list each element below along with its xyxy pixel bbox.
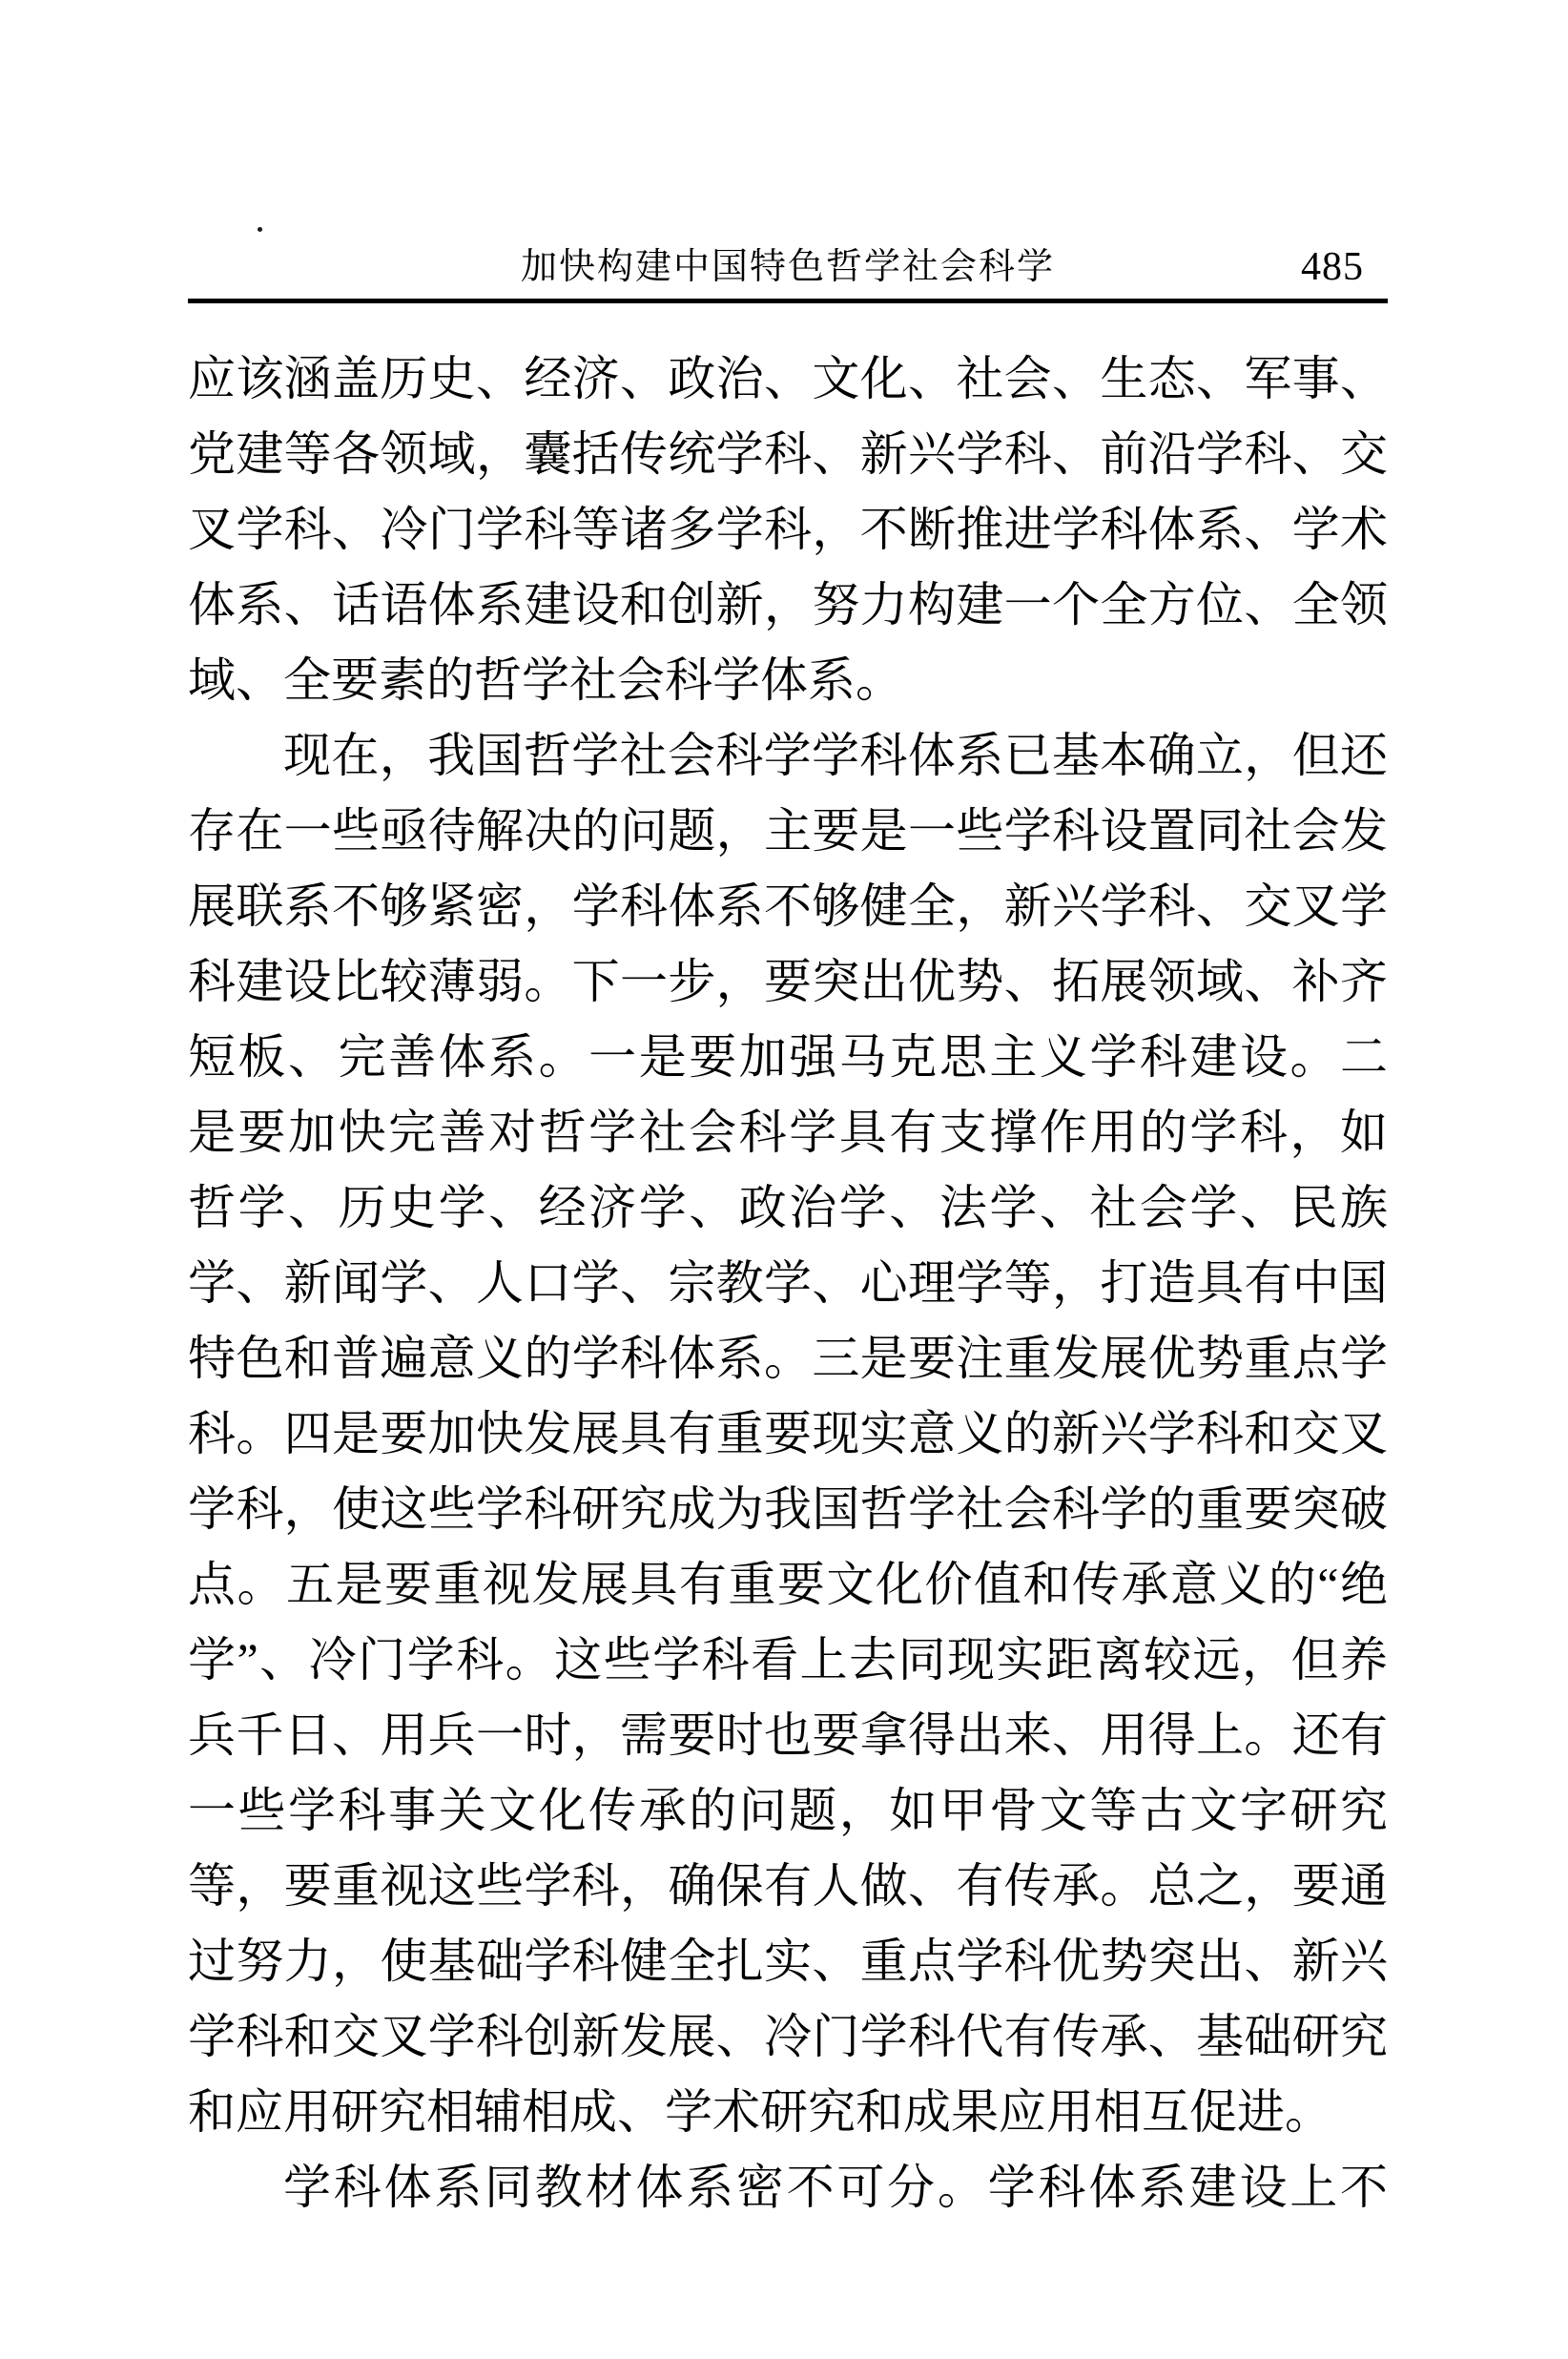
text-line: 学”、冷门学科。这些学科看上去同现实距离较远，但养 bbox=[188, 1633, 1388, 1686]
text-line: 域、全要素的哲学社会科学体系。 bbox=[188, 653, 903, 707]
text-line: 展联系不够紧密，学科体系不够健全，新兴学科、交叉学 bbox=[188, 879, 1388, 933]
text-line: 科建设比较薄弱。下一步，要突出优势、拓展领域、补齐 bbox=[188, 955, 1388, 1008]
running-header bbox=[188, 240, 1388, 294]
page-number: 485 bbox=[1301, 245, 1364, 289]
text-line: 是要加快完善对哲学社会科学具有支撑作用的学科，如 bbox=[188, 1106, 1388, 1159]
text-line: 和应用研究相辅相成、学术研究和成果应用相互促进。 bbox=[188, 2085, 1332, 2139]
body-text bbox=[188, 341, 1388, 2225]
text-line: 短板、完善体系。一是要加强马克思主义学科建设。二 bbox=[188, 1030, 1388, 1084]
text-line: 哲学、历史学、经济学、政治学、法学、社会学、民族 bbox=[188, 1181, 1388, 1234]
chapter-title: 加快构建中国特色哲学社会科学 bbox=[520, 247, 1055, 287]
text-line: 叉学科、冷门学科等诸多学科，不断推进学科体系、学术 bbox=[188, 503, 1388, 556]
header-rule bbox=[188, 299, 1388, 303]
text-line: 现在，我国哲学社会科学学科体系已基本确立，但还 bbox=[283, 729, 1388, 782]
text-line: 学科和交叉学科创新发展、冷门学科代有传承、基础研究 bbox=[188, 2010, 1388, 2063]
text-line: 学科体系同教材体系密不可分。学科体系建设上不 bbox=[283, 2161, 1388, 2214]
text-line: 学科，使这些学科研究成为我国哲学社会科学的重要突破 bbox=[188, 1482, 1388, 1536]
text-line: 过努力，使基础学科健全扎实、重点学科优势突出、新兴 bbox=[188, 1935, 1388, 1988]
text-line: 特色和普遍意义的学科体系。三是要注重发展优势重点学 bbox=[188, 1332, 1388, 1385]
text-line: 学、新闻学、人口学、宗教学、心理学等，打造具有中国 bbox=[188, 1256, 1388, 1310]
scan-speck bbox=[258, 227, 262, 232]
text-line: 科。四是要加快发展具有重要现实意义的新兴学科和交叉 bbox=[188, 1407, 1388, 1460]
text-line: 等，要重视这些学科，确保有人做、有传承。总之，要通 bbox=[188, 1859, 1388, 1913]
text-line: 点。五是要重视发展具有重要文化价值和传承意义的“绝 bbox=[188, 1558, 1388, 1611]
text-line: 体系、话语体系建设和创新，努力构建一个全方位、全领 bbox=[188, 578, 1388, 631]
text-line: 党建等各领域，囊括传统学科、新兴学科、前沿学科、交 bbox=[188, 427, 1388, 481]
text-line: 应该涵盖历史、经济、政治、文化、社会、生态、军事、 bbox=[188, 352, 1388, 405]
text-line: 一些学科事关文化传承的问题，如甲骨文等古文字研究 bbox=[188, 1784, 1388, 1837]
text-line: 存在一些亟待解决的问题，主要是一些学科设置同社会发 bbox=[188, 804, 1388, 858]
text-line: 兵千日、用兵一时，需要时也要拿得出来、用得上。还有 bbox=[188, 1708, 1388, 1762]
